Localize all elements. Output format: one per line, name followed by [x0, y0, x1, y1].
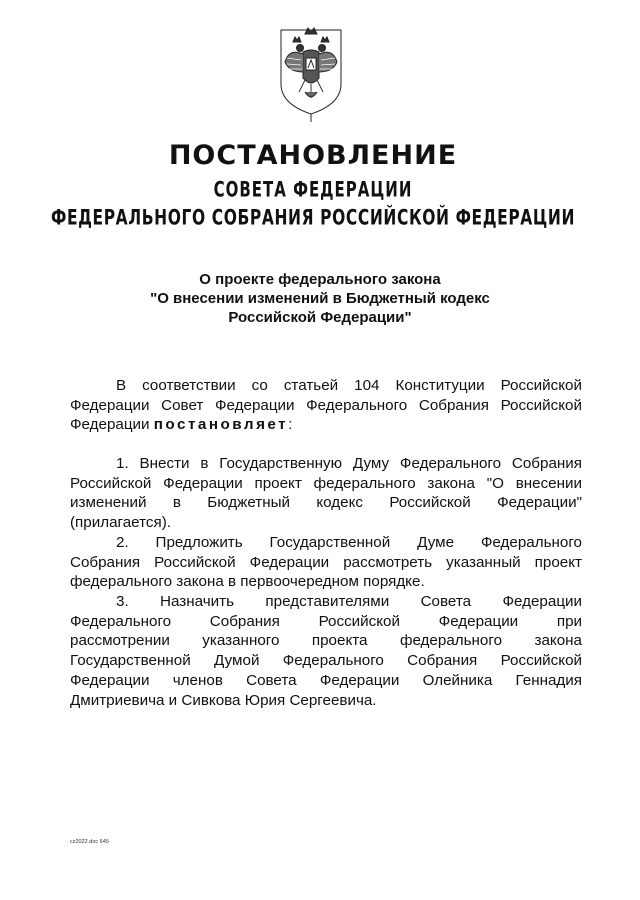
- subject-line: О проекте федерального закона: [199, 271, 441, 288]
- document-subject: [80, 270, 560, 327]
- text-line: В соответствии со статьей 104 Конституции Российской: [116, 377, 582, 394]
- issuing-body-line1: СОВЕТА ФЕДЕРАЦИИ: [213, 177, 413, 203]
- text-line: Собрания Российской Федерации рассмотреть указанный проект: [70, 553, 582, 571]
- text-line: (прилагается).: [70, 514, 171, 532]
- text-line: 1. Внести в Государственную Думу Федерального Собрания: [116, 455, 582, 472]
- text-line: 2. Предложить Государственной Думе Федерального: [116, 534, 582, 551]
- resolution-item-2: [70, 533, 582, 592]
- issuing-body-line2: ФЕДЕРАЛЬНОГО СОБРАНИЯ РОССИЙСКОЙ ФЕДЕРАЦИИ: [50, 205, 576, 231]
- text-line: 3. Назначить представителями Совета Федерации: [116, 593, 582, 610]
- text-line: федерального закона в первоочередном порядке.: [70, 573, 425, 591]
- text-line: изменений в Бюджетный кодекс Российской Федерации": [70, 494, 582, 512]
- subject-line: Российской Федерации": [228, 309, 412, 326]
- text-line: Федерации постановляет:: [70, 416, 293, 434]
- decree-word: постановляет: [153, 416, 289, 434]
- text-line: Федерации Совет Федерации Федерального Собрания Российской: [70, 396, 582, 414]
- subject-line: "О внесении изменений в Бюджетный кодекс: [150, 290, 490, 307]
- text-line: Государственной Думой Федерального Собрания Российской: [70, 652, 582, 670]
- resolution-item-3: [70, 592, 582, 710]
- text-line: Федерального Собрания Российской Федерации при: [70, 612, 582, 630]
- resolution-item-1: [70, 454, 582, 533]
- document-title: ПОСТАНОВЛЕНИЕ: [168, 140, 458, 171]
- preamble-paragraph: [70, 376, 582, 435]
- text-line: Дмитриевича и Сивкова Юрия Сергеевича.: [70, 691, 377, 709]
- text-line: Федерации членов Совета Федерации Олейника Геннадия: [70, 671, 582, 689]
- document-file-code: сz2022.doc 645: [70, 839, 109, 845]
- coat-of-arms-icon: [275, 22, 347, 122]
- text-line: Российской Федерации проект федерального закона "О внесении: [70, 474, 582, 492]
- text-line: рассмотрении указанного проекта федерального закона: [70, 632, 582, 650]
